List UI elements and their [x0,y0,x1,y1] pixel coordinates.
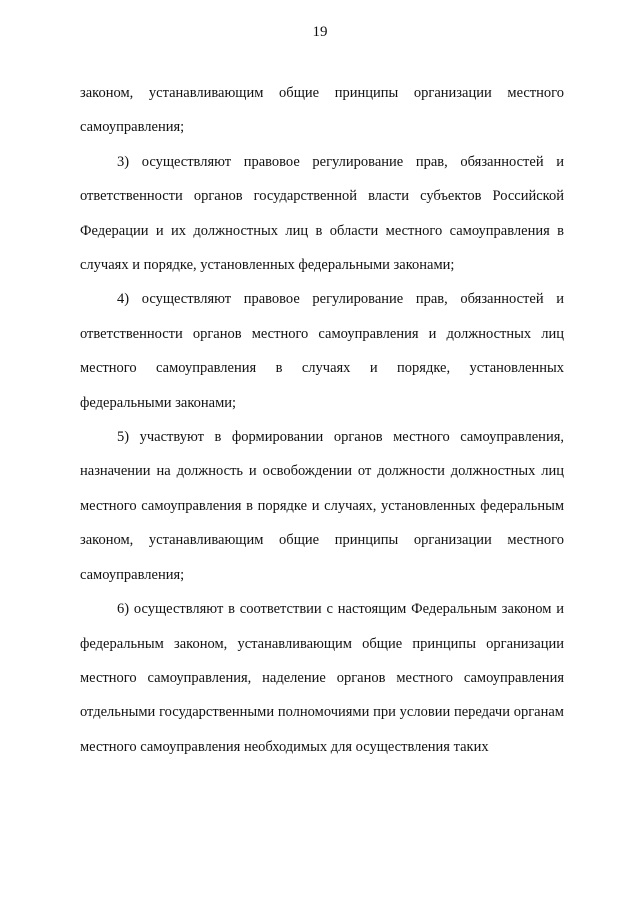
paragraph-continuation: законом, устанавливающим общие принципы организации местного самоуправления; [80,85,564,136]
document-body [80,76,564,764]
paragraph-item-4: 4) осуществляют правовое регулирование прав, обязанностей и ответственности органов местного самоуправления и должностных лиц местного самоуправления в случаях и порядке, установленных федеральными законами; [80,291,564,411]
paragraph-item-3: 3) осуществляют правовое регулирование прав, обязанностей и ответственности органов государственной власти субъектов Российской Федерации и их должностных лиц в области местного самоуправления в случаях и порядке, установленных федеральными законами; [80,153,564,274]
paragraph-item-5: 5) участвуют в формировании органов местного самоуправления, назначении на должность и освобождении от должности должностных лиц местного самоуправления в порядке и случаях, установленных федеральным законом, устанавливающим общие принципы организации местного самоуправления; [80,429,564,583]
page-number: 19 [312,24,328,40]
paragraph-item-6: 6) осуществляют в соответствии с настоящим Федеральным законом и федеральным законом, устанавливающим общие принципы организации местного самоуправления, наделение органов местного самоуправления отдельными государственными полномочиями при условии передачи органам местного самоуправления необходимых для осуществления таких [80,601,564,755]
